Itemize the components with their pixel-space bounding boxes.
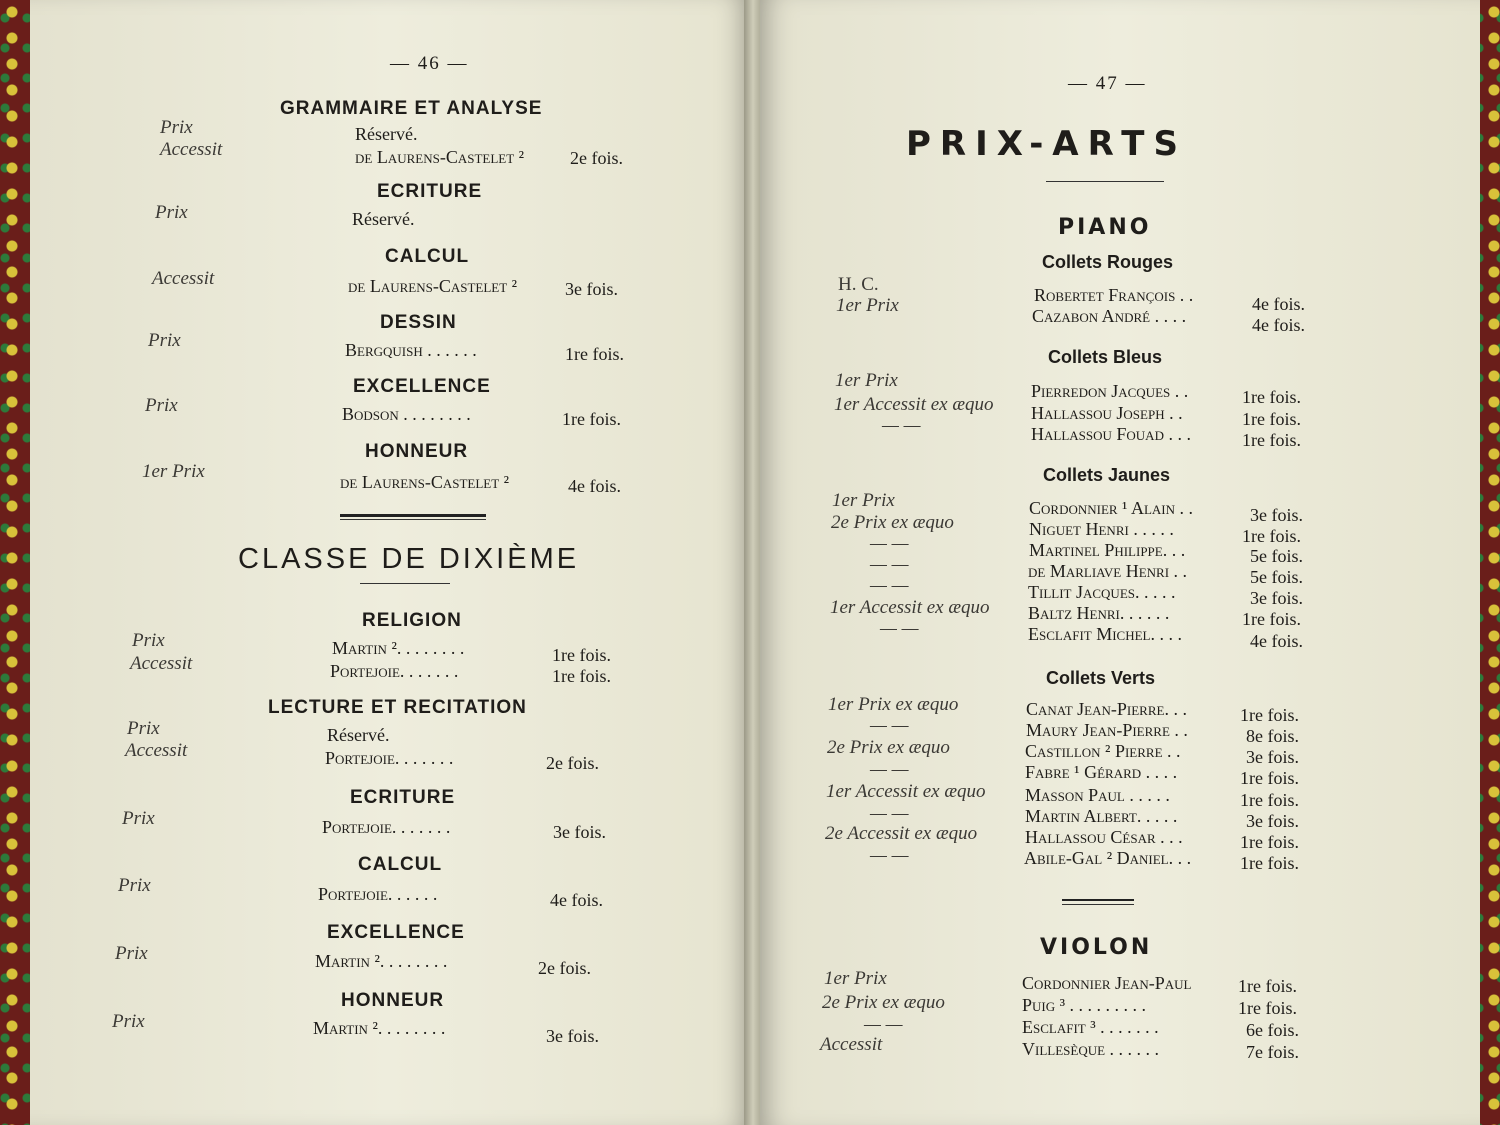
student-name: Bodson . . . . . . . . [342, 404, 471, 424]
student-name: Masson Paul . . . . . [1025, 785, 1170, 805]
award-label: — — [870, 533, 909, 554]
award-label: Accessit [130, 653, 193, 674]
student-name: Hallassou Fouad . . . [1031, 424, 1191, 444]
student-name: Castillon ² Pierre . . [1025, 741, 1181, 761]
times-count: 1re fois. [1242, 430, 1301, 450]
award-label: Prix [132, 630, 165, 651]
award-label: Accessit [152, 268, 215, 289]
student-name: Baltz Henri. . . . . . [1028, 603, 1170, 623]
award-label: Accessit [125, 740, 188, 761]
student-name: Cordonnier Jean-Paul [1022, 973, 1192, 993]
student-name: Réservé. [355, 124, 418, 144]
award-label: — — [880, 618, 919, 639]
student-name: de Laurens-Castelet ² [355, 147, 525, 167]
section-divider [1062, 899, 1134, 901]
award-label: 1er Prix [832, 490, 895, 511]
times-count: 1re fois. [562, 409, 621, 429]
award-label: 1er Prix ex æquo [828, 694, 959, 715]
title-ornament [1046, 181, 1164, 182]
times-count: 1re fois. [1240, 832, 1299, 852]
section-heading-lecture: LECTURE ET RECITATION [268, 697, 527, 718]
times-count: 1re fois. [565, 344, 624, 364]
student-name: Puig ³ . . . . . . . . . [1022, 995, 1147, 1015]
award-label: — — [870, 575, 909, 596]
times-count: 3e fois. [565, 279, 618, 299]
award-label: 2e Prix ex æquo [827, 737, 950, 758]
award-label: 2e Prix ex æquo [831, 512, 954, 533]
times-count: 3e fois. [546, 1026, 599, 1046]
instrument-heading-piano: PIANO [1058, 215, 1152, 240]
award-label: Prix [112, 1011, 145, 1032]
section-heading-excellence: EXCELLENCE [353, 376, 491, 397]
times-count: 4e fois. [1252, 315, 1305, 335]
section-heading-ecriture-2: ECRITURE [350, 787, 456, 808]
times-count: 1re fois. [1242, 409, 1301, 429]
award-label: 2e Prix ex æquo [822, 992, 945, 1013]
page-title: PRIX-ARTS [906, 124, 1187, 164]
group-heading-jaunes: Collets Jaunes [1043, 465, 1171, 485]
times-count: 2e fois. [570, 148, 623, 168]
section-divider [1062, 904, 1134, 905]
student-name: Réservé. [327, 725, 390, 745]
times-count: 1re fois. [1242, 387, 1301, 407]
award-label: Prix [118, 875, 151, 896]
award-label: 1er Prix [824, 968, 887, 989]
award-label: Accessit [820, 1034, 883, 1055]
times-count: 4e fois. [1250, 631, 1303, 651]
award-label: — — [882, 415, 921, 436]
times-count: 3e fois. [553, 822, 606, 842]
award-label: 2e Accessit ex æquo [825, 823, 978, 844]
times-count: 3e fois. [1246, 811, 1299, 831]
section-heading-calcul-2: CALCUL [358, 854, 443, 875]
student-name: Niguet Henri . . . . . [1029, 519, 1174, 539]
student-name: Pierredon Jacques . . [1031, 381, 1189, 401]
section-heading-religion: RELIGION [362, 610, 462, 631]
student-name: Martin ². . . . . . . . [313, 1018, 446, 1038]
student-name: Hallassou Joseph . . [1031, 403, 1183, 423]
times-count: 4e fois. [1252, 294, 1305, 314]
times-count: 1re fois. [552, 645, 611, 665]
section-heading-honneur: HONNEUR [365, 441, 469, 462]
award-label: Accessit [160, 139, 223, 160]
times-count: 4e fois. [568, 476, 621, 496]
award-label: 1er Prix [836, 295, 899, 316]
section-heading-excellence-2: EXCELLENCE [327, 922, 465, 943]
award-label: H. C. [838, 274, 879, 295]
group-heading-bleus: Collets Bleus [1048, 347, 1163, 367]
award-label: 1er Prix [142, 461, 205, 482]
section-heading-ecriture: ECRITURE [377, 181, 483, 202]
times-count: 7e fois. [1246, 1042, 1299, 1062]
student-name: Esclafit Michel. . . . [1028, 624, 1182, 644]
times-count: 1re fois. [1240, 705, 1299, 725]
times-count: 1re fois. [1242, 526, 1301, 546]
student-name: Martin ². . . . . . . . [332, 638, 465, 658]
award-label: — — [870, 845, 909, 866]
award-label: Prix [145, 395, 178, 416]
times-count: 3e fois. [1250, 588, 1303, 608]
times-count: 1re fois. [1238, 998, 1297, 1018]
section-divider [340, 514, 486, 517]
student-name: Portejoie. . . . . . . [330, 661, 459, 681]
times-count: 1re fois. [1240, 768, 1299, 788]
instrument-heading-violon: VIOLON [1040, 935, 1153, 960]
title-underline [360, 583, 450, 584]
award-label: Prix [127, 718, 160, 739]
page-number: — 47 — [1068, 73, 1147, 94]
times-count: 1re fois. [1240, 853, 1299, 873]
section-heading-honneur-2: HONNEUR [341, 990, 445, 1011]
times-count: 1re fois. [552, 666, 611, 686]
award-label: 1er Accessit ex æquo [830, 597, 990, 618]
times-count: 1re fois. [1238, 976, 1297, 996]
group-heading-rouges: Collets Rouges [1042, 252, 1174, 272]
student-name: Esclafit ³ . . . . . . . [1022, 1017, 1159, 1037]
student-name: Portejoie. . . . . . . [322, 817, 451, 837]
student-name: Portejoie. . . . . . [318, 884, 438, 904]
student-name: Bergquish . . . . . . [345, 340, 477, 360]
right-page [760, 0, 1480, 1125]
times-count: 4e fois. [550, 890, 603, 910]
student-name: Maury Jean-Pierre . . [1026, 720, 1188, 740]
student-name: Tillit Jacques. . . . . [1028, 582, 1176, 602]
section-heading-grammaire: GRAMMAIRE ET ANALYSE [280, 98, 543, 119]
award-label: 1er Prix [835, 370, 898, 391]
student-name: Hallassou César . . . [1025, 827, 1183, 847]
times-count: 3e fois. [1250, 505, 1303, 525]
student-name: Robertet François . . [1034, 285, 1194, 305]
times-count: 5e fois. [1250, 546, 1303, 566]
award-label: Prix [115, 943, 148, 964]
times-count: 8e fois. [1246, 726, 1299, 746]
award-label: — — [870, 803, 909, 824]
student-name: Martinel Philippe. . . [1029, 540, 1186, 560]
student-name: Fabre ¹ Gérard . . . . [1025, 762, 1178, 782]
left-page [30, 0, 746, 1125]
student-name: Cordonnier ¹ Alain . . [1029, 498, 1194, 518]
award-label: — — [870, 715, 909, 736]
award-label: Prix [160, 117, 193, 138]
award-label: Prix [122, 808, 155, 829]
award-label: Prix [155, 202, 188, 223]
student-name: de Marliave Henri . . [1028, 561, 1188, 581]
award-label: — — [870, 759, 909, 780]
times-count: 6e fois. [1246, 1020, 1299, 1040]
student-name: Cazabon André . . . . [1032, 306, 1187, 326]
student-name: Canat Jean-Pierre. . . [1026, 699, 1187, 719]
award-label: — — [864, 1014, 903, 1035]
award-label: — — [870, 554, 909, 575]
page-number: — 46 — [390, 53, 469, 74]
student-name: Martin ². . . . . . . . [315, 951, 448, 971]
times-count: 5e fois. [1250, 567, 1303, 587]
student-name: Réservé. [352, 209, 415, 229]
student-name: Abile-Gal ² Daniel. . . [1024, 848, 1192, 868]
class-title: CLASSE DE DIXIÈME [238, 543, 580, 575]
student-name: de Laurens-Castelet ² [348, 276, 518, 296]
times-count: 2e fois. [538, 958, 591, 978]
times-count: 1re fois. [1242, 609, 1301, 629]
student-name: Portejoie. . . . . . . [325, 748, 454, 768]
award-label: 1er Accessit ex æquo [826, 781, 986, 802]
section-divider [340, 519, 486, 520]
section-heading-dessin: DESSIN [380, 312, 457, 333]
student-name: Villesèque . . . . . . [1022, 1039, 1160, 1059]
award-label: 1er Accessit ex æquo [834, 394, 994, 415]
student-name: Martin Albert. . . . . [1025, 806, 1178, 826]
group-heading-verts: Collets Verts [1046, 668, 1156, 688]
times-count: 3e fois. [1246, 747, 1299, 767]
times-count: 1re fois. [1240, 790, 1299, 810]
student-name: de Laurens-Castelet ² [340, 472, 510, 492]
section-heading-calcul: CALCUL [385, 246, 470, 267]
times-count: 2e fois. [546, 753, 599, 773]
award-label: Prix [148, 330, 181, 351]
